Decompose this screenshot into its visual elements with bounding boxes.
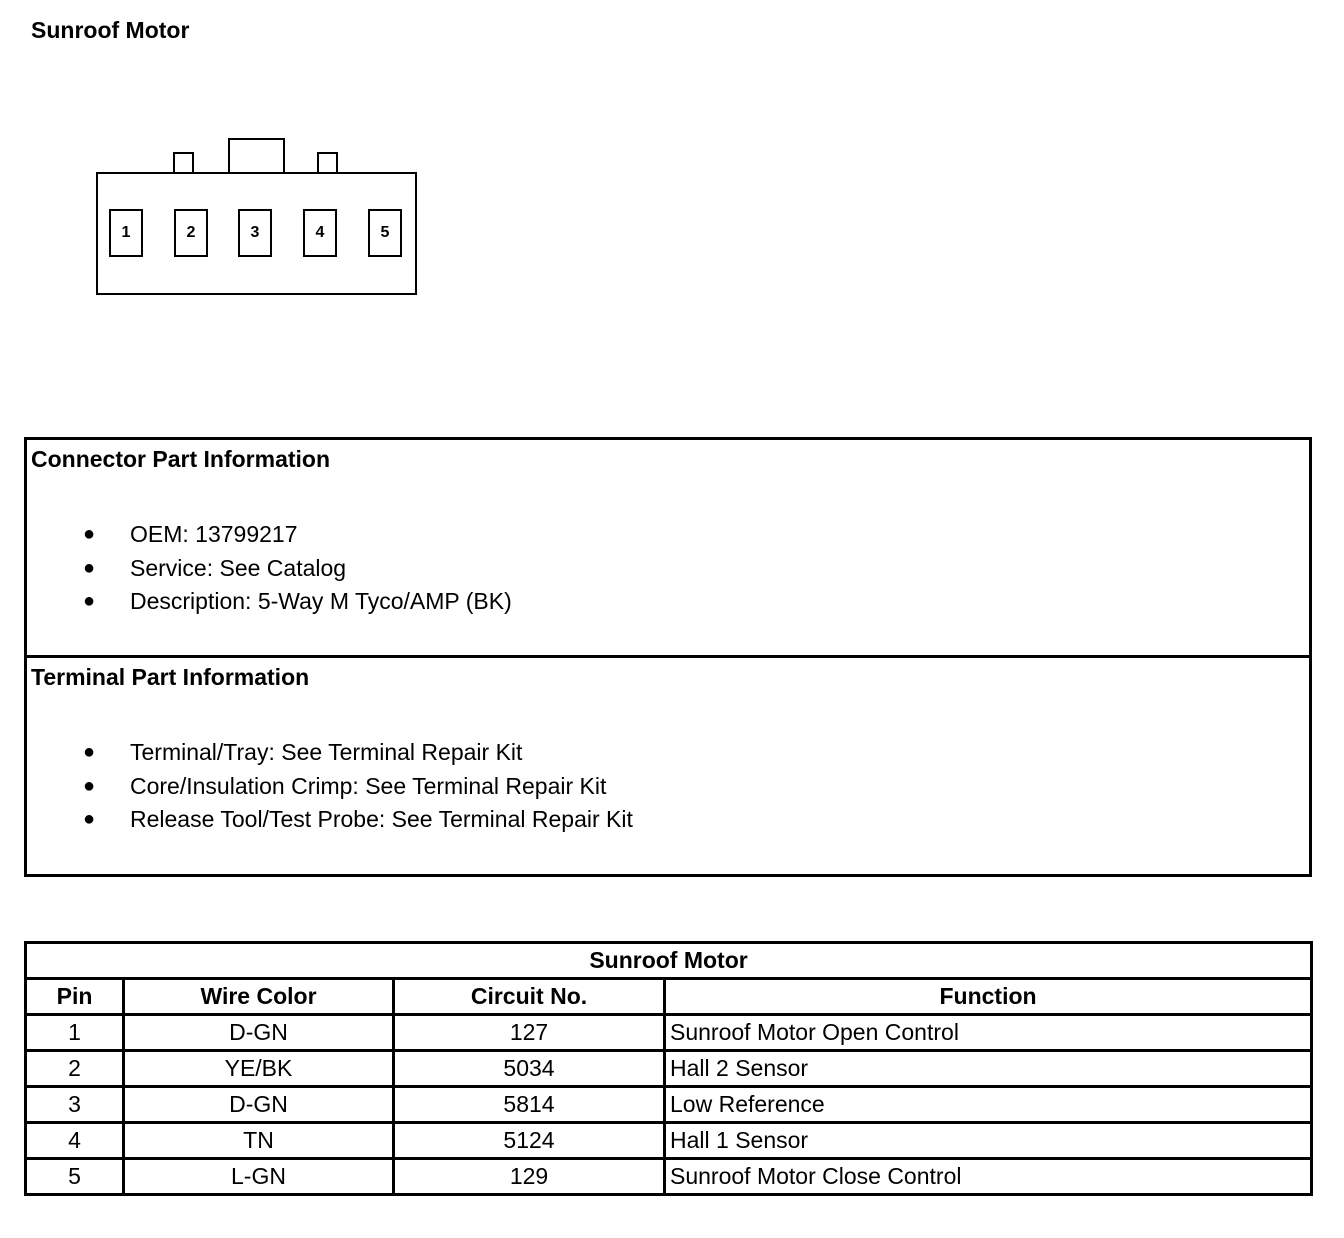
list-item [27,736,633,770]
cell-pin: 1 [26,1015,124,1051]
connector-part-info-heading: Connector Part Information [31,446,331,472]
cell-wire-color: YE/BK [124,1051,394,1087]
cell-circuit: 129 [394,1159,665,1195]
table-row [26,1123,1312,1159]
cell-function: Low Reference [665,1087,1312,1123]
table-caption: Sunroof Motor [26,943,1312,979]
cell-function: Hall 1 Sensor [665,1123,1312,1159]
cell-pin: 4 [26,1123,124,1159]
column-header-wire-color: Wire Color [124,979,394,1015]
cell-function: Sunroof Motor Close Control [665,1159,1312,1195]
connector-latch-tab-left [173,152,194,174]
table-header-row [26,979,1312,1015]
bullet-icon: ● [83,556,96,579]
terminal-part-info-list [27,736,633,837]
cell-function: Sunroof Motor Open Control [665,1015,1312,1051]
connector-key-tab [228,138,285,174]
list-item-text: Service: See Catalog [130,554,347,581]
list-item [27,552,512,586]
bullet-icon: ● [83,523,96,545]
table-row [26,1015,1312,1051]
list-item-text: Description: 5-Way M Tyco/AMP (BK) [130,588,512,614]
part-information-box [24,437,1312,877]
table-row [26,1051,1312,1087]
cell-pin: 3 [26,1087,124,1123]
pinout-table [24,941,1313,1196]
cell-wire-color: D-GN [124,1015,394,1051]
table-row [26,1087,1312,1123]
bullet-icon: ● [83,774,96,797]
list-item-text: Terminal/Tray: See Terminal Repair Kit [130,739,523,765]
bullet-icon: ● [83,808,96,830]
cell-circuit: 5034 [394,1051,665,1087]
cell-circuit: 5124 [394,1123,665,1159]
bullet-icon: ● [83,741,96,763]
pin-cavity-5: 5 [368,209,402,257]
pin-cavity-2: 2 [174,209,208,257]
terminal-part-info-heading: Terminal Part Information [31,664,310,690]
list-item [27,518,512,552]
list-item [27,803,633,837]
page-title: Sunroof Motor [31,17,190,43]
list-item-text: Release Tool/Test Probe: See Terminal Repair Kit [130,806,633,832]
cell-circuit: 5814 [394,1087,665,1123]
cell-wire-color: D-GN [124,1087,394,1123]
pin-cavity-3: 3 [238,209,272,257]
table-row [26,1159,1312,1195]
cell-wire-color: TN [124,1123,394,1159]
pin-cavity-1: 1 [109,209,143,257]
connector-part-info-list [27,518,512,619]
bullet-icon: ● [83,590,96,612]
list-item-text: Core/Insulation Crimp: See Terminal Repair Kit [130,772,607,799]
list-item-text: OEM: 13799217 [130,521,298,547]
connector-part-info-section [27,440,1309,658]
connector-latch-tab-right [317,152,338,174]
column-header-circuit-no: Circuit No. [394,979,665,1015]
cell-pin: 5 [26,1159,124,1195]
cell-wire-color: L-GN [124,1159,394,1195]
pin-cavity-4: 4 [303,209,337,257]
cell-pin: 2 [26,1051,124,1087]
cell-function: Hall 2 Sensor [665,1051,1312,1087]
table-caption-row [26,943,1312,979]
column-header-pin: Pin [26,979,124,1015]
list-item [27,585,512,619]
list-item [27,770,633,804]
column-header-function: Function [665,979,1312,1015]
cell-circuit: 127 [394,1015,665,1051]
terminal-part-info-section [27,658,1309,874]
